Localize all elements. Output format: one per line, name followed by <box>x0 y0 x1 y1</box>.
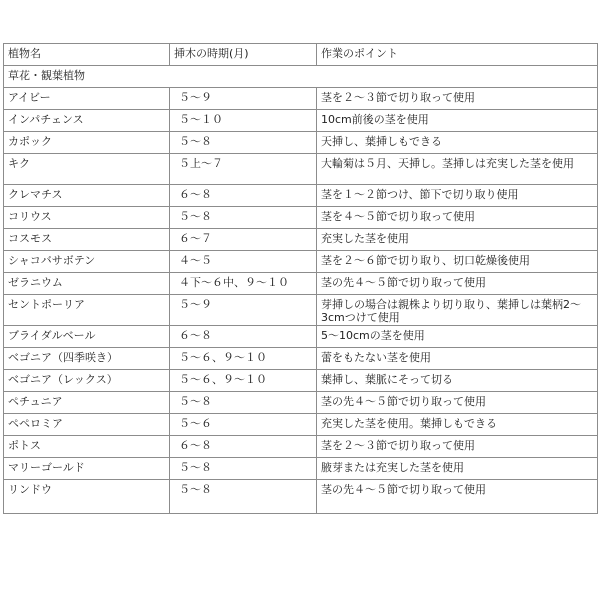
table-row <box>4 295 598 326</box>
table-row <box>4 392 598 414</box>
cutting-period-cell: ６～７ <box>170 229 317 251</box>
work-point-cell: 天挿し、葉挿しもできる <box>317 132 598 154</box>
work-point-cell: 蕾をもたない茎を使用 <box>317 348 598 370</box>
plant-name-cell: ポトス <box>4 436 170 458</box>
cutting-period-cell: ５～８ <box>170 392 317 414</box>
table-row <box>4 110 598 132</box>
table-row <box>4 414 598 436</box>
plant-name-cell: コリウス <box>4 207 170 229</box>
plant-name-cell: リンドウ <box>4 480 170 514</box>
cutting-period-cell: ５～９ <box>170 88 317 110</box>
header-plant-name: 植物名 <box>4 44 170 66</box>
cutting-period-cell: ５～８ <box>170 480 317 514</box>
work-point-cell: 葉挿し、葉脈にそって切る <box>317 370 598 392</box>
section-row <box>4 66 598 88</box>
plant-name-cell: マリーゴールド <box>4 458 170 480</box>
plant-name-cell: ベゴニア（レックス） <box>4 370 170 392</box>
plant-name-cell: カポック <box>4 132 170 154</box>
cutting-period-cell: ５上～７ <box>170 154 317 185</box>
cutting-period-cell: ４下～６中、９～１０ <box>170 273 317 295</box>
work-point-cell: 腋芽または充実した茎を使用 <box>317 458 598 480</box>
plant-name-cell: クレマチス <box>4 185 170 207</box>
table-row <box>4 348 598 370</box>
work-point-cell: 茎を１～２節つけ、節下で切り取り使用 <box>317 185 598 207</box>
plant-name-cell: ペチュニア <box>4 392 170 414</box>
work-point-cell: 茎を４～５節で切り取って使用 <box>317 207 598 229</box>
table-row <box>4 370 598 392</box>
plant-name-cell: インパチェンス <box>4 110 170 132</box>
plant-name-cell: アイビー <box>4 88 170 110</box>
plant-name-cell: コスモス <box>4 229 170 251</box>
cutting-period-cell: ４～５ <box>170 251 317 273</box>
work-point-cell: 充実した茎を使用 <box>317 229 598 251</box>
table-header-row <box>4 44 598 66</box>
cutting-period-cell: ５～８ <box>170 207 317 229</box>
table-row <box>4 207 598 229</box>
cutting-period-cell: ５～１０ <box>170 110 317 132</box>
plant-name-cell: ゼラニウム <box>4 273 170 295</box>
header-work-points: 作業のポイント <box>317 44 598 66</box>
section-title: 草花・観葉植物 <box>4 66 598 88</box>
table-row <box>4 185 598 207</box>
table-row <box>4 251 598 273</box>
cutting-period-cell: ６～８ <box>170 185 317 207</box>
plant-name-cell: シャコバサボテン <box>4 251 170 273</box>
table-row <box>4 273 598 295</box>
work-point-cell: 茎を２～３節で切り取って使用 <box>317 88 598 110</box>
plant-name-cell: キク <box>4 154 170 185</box>
cutting-period-cell: ５～９ <box>170 295 317 326</box>
table-row <box>4 132 598 154</box>
plant-name-cell: ベゴニア（四季咲き） <box>4 348 170 370</box>
cutting-period-cell: ５～８ <box>170 458 317 480</box>
cutting-period-cell: ５～６ <box>170 414 317 436</box>
cutting-period-cell: ５～８ <box>170 132 317 154</box>
work-point-cell: 茎を２～３節で切り取って使用 <box>317 436 598 458</box>
work-point-cell: 大輪菊は５月、天挿し。茎挿しは充実した茎を使用 <box>317 154 598 185</box>
plant-name-cell: セントポーリア <box>4 295 170 326</box>
cutting-period-cell: ５～６、９～１０ <box>170 348 317 370</box>
cutting-propagation-table <box>3 43 598 514</box>
table-row <box>4 154 598 185</box>
work-point-cell: 茎の先４～５節で切り取って使用 <box>317 273 598 295</box>
cutting-period-cell: ６～８ <box>170 326 317 348</box>
work-point-cell: 芽挿しの場合は親株より切り取り、葉挿しは葉柄2～3cmつけて使用 <box>317 295 598 326</box>
cutting-period-cell: ５～６、９～１０ <box>170 370 317 392</box>
table-row <box>4 326 598 348</box>
header-cutting-period: 挿木の時期(月) <box>170 44 317 66</box>
plant-name-cell: ペペロミア <box>4 414 170 436</box>
table-row <box>4 458 598 480</box>
work-point-cell: 充実した茎を使用。葉挿しもできる <box>317 414 598 436</box>
cutting-period-cell: ６～８ <box>170 436 317 458</box>
table-row <box>4 88 598 110</box>
work-point-cell: 5～10cmの茎を使用 <box>317 326 598 348</box>
table-row <box>4 480 598 514</box>
work-point-cell: 茎の先４～５節で切り取って使用 <box>317 392 598 414</box>
table-row <box>4 436 598 458</box>
work-point-cell: 茎の先４～５節で切り取って使用 <box>317 480 598 514</box>
work-point-cell: 茎を２～６節で切り取り、切口乾燥後使用 <box>317 251 598 273</box>
plant-name-cell: ブライダルベール <box>4 326 170 348</box>
table-row <box>4 229 598 251</box>
work-point-cell: 10cm前後の茎を使用 <box>317 110 598 132</box>
